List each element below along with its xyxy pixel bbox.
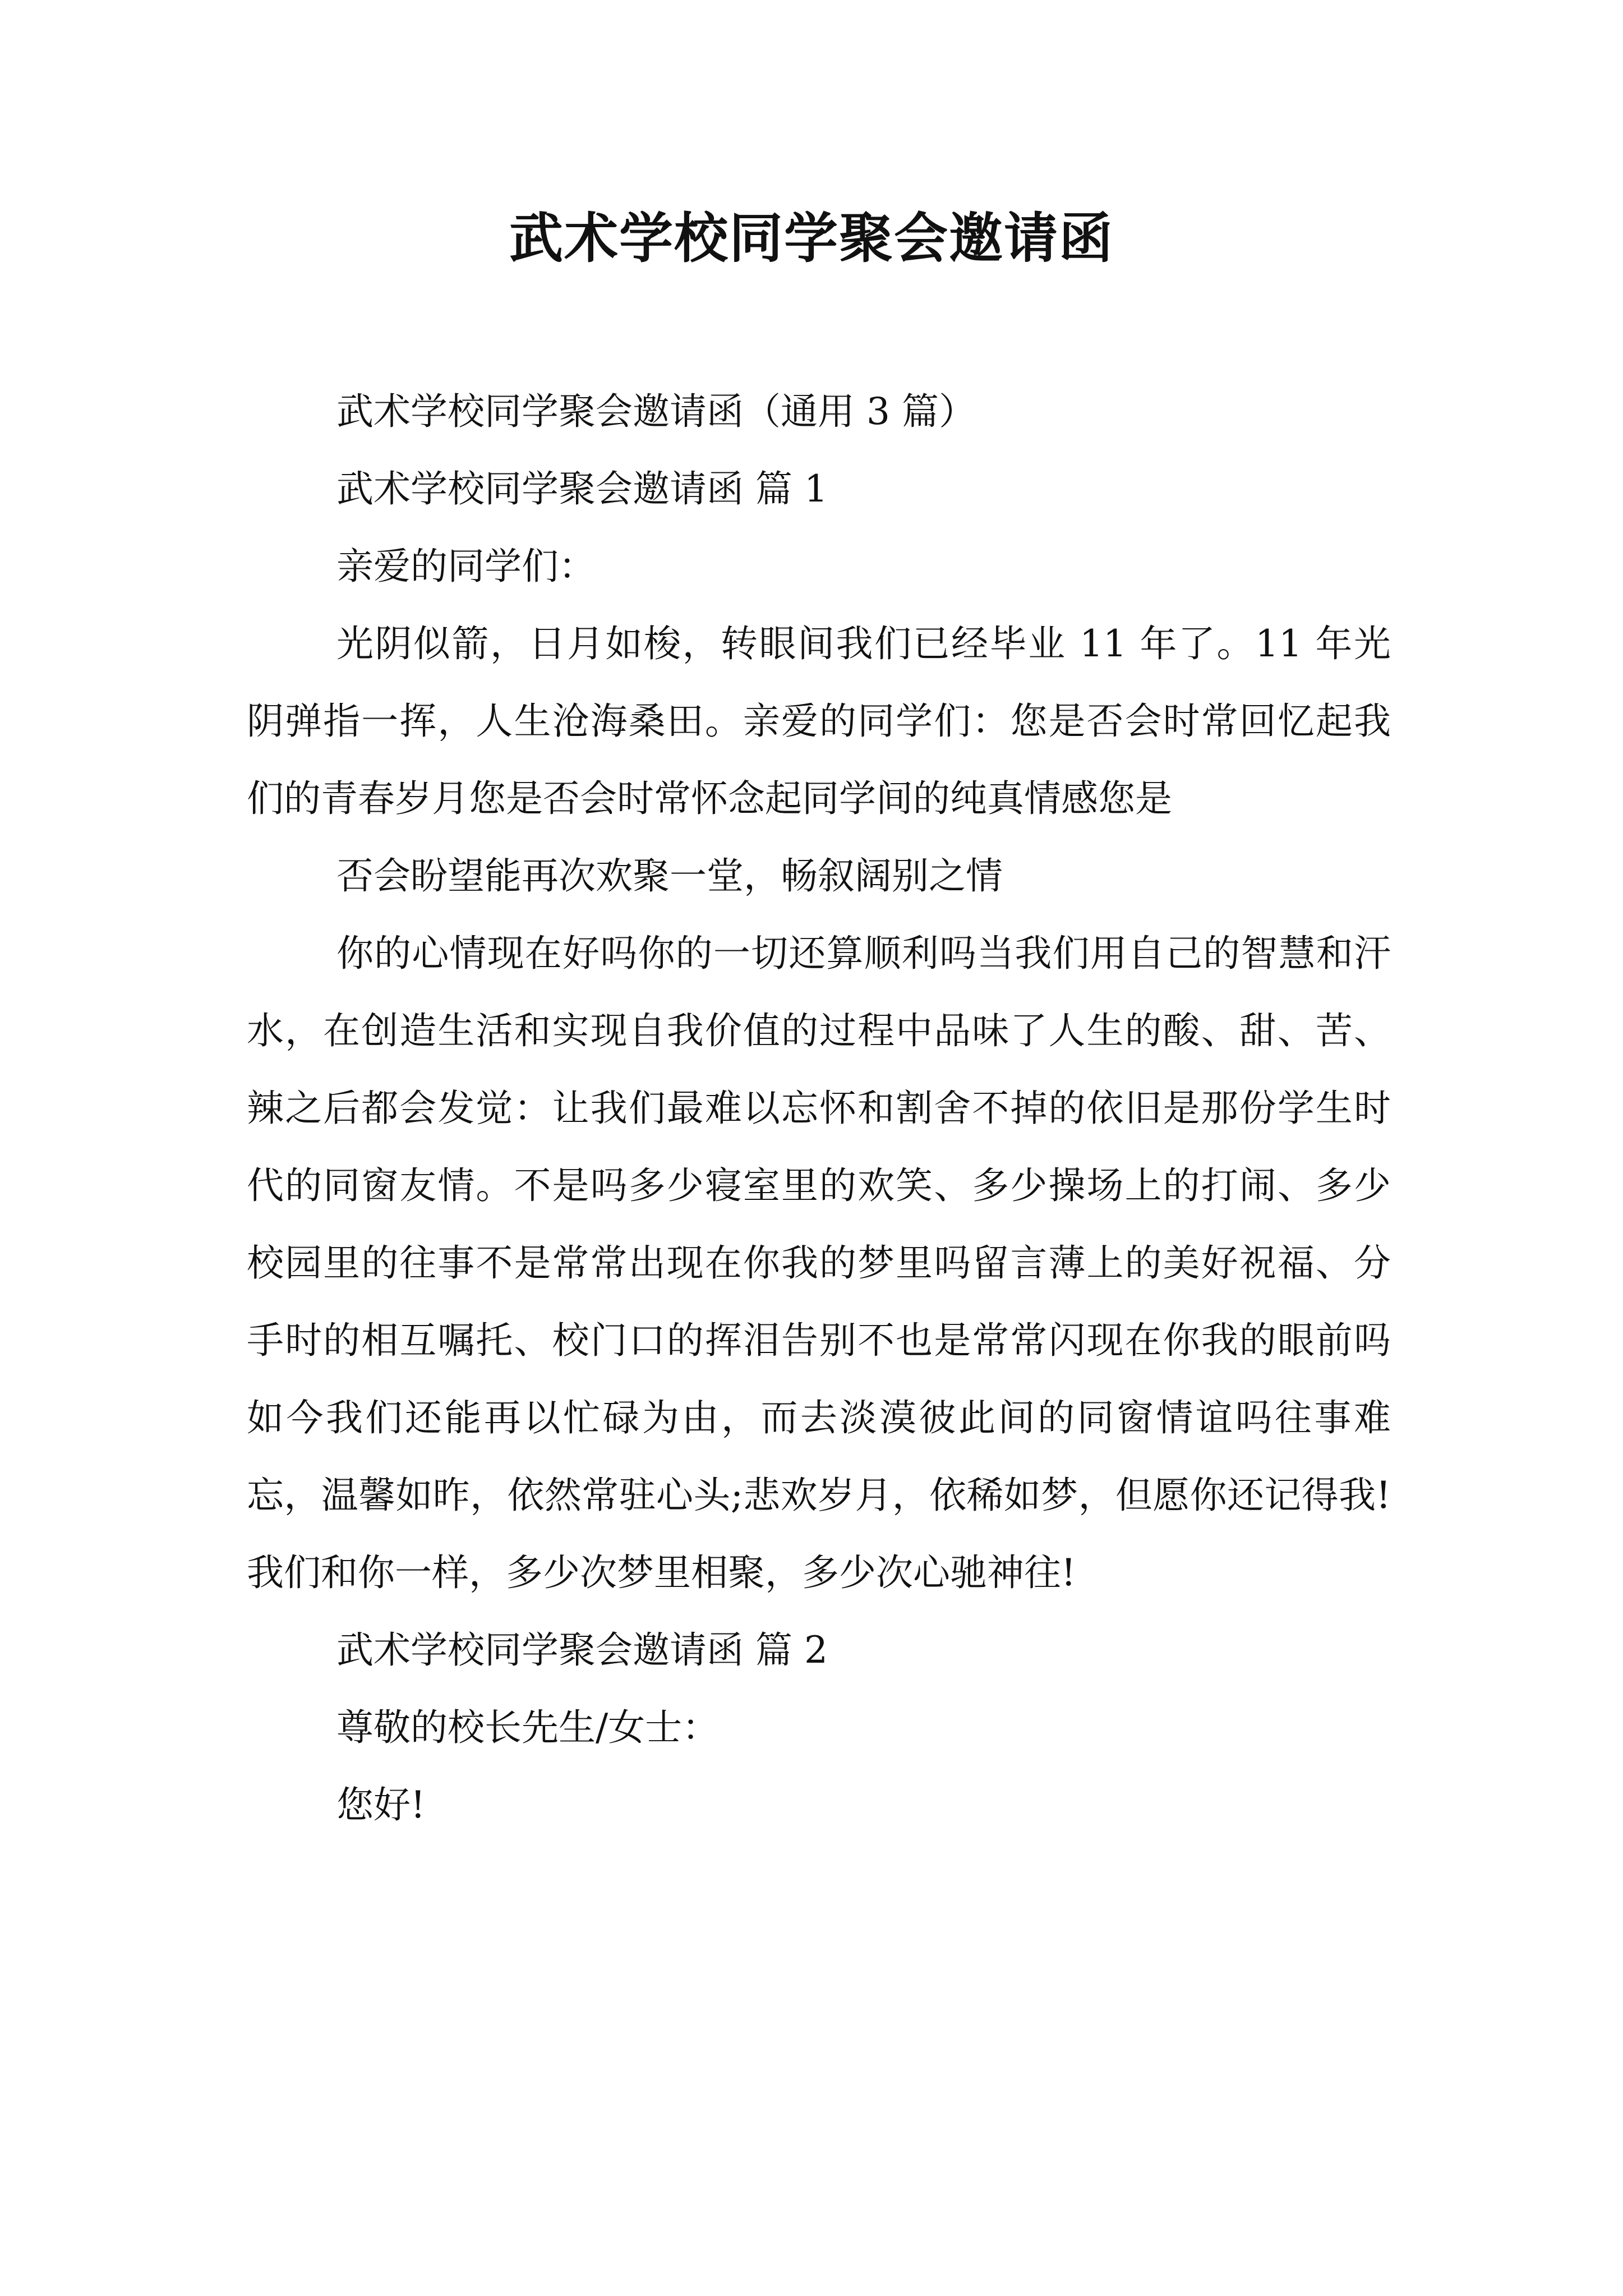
salutation-2: 尊敬的校长先生/女士：	[336, 1706, 720, 1749]
greeting: 您好!	[336, 1783, 426, 1826]
section-heading-2: 武术学校同学聚会邀请函 篇 2	[336, 1628, 828, 1672]
body-paragraph: 否会盼望能再次欢聚一堂，畅叙阔别之情	[336, 854, 1003, 898]
section-heading-1: 武术学校同学聚会邀请函 篇 1	[336, 467, 828, 510]
document-title: 武术学校同学聚会邀请函	[509, 206, 1114, 270]
salutation-1: 亲爱的同学们：	[336, 545, 596, 588]
body-paragraph: 光阴似箭，日月如梭，转眼间我们已经毕业 11 年了。11 年光阴弹指一挥，人生沧海桑田。亲爱的同学们：您是否会时常回忆起我们的青春岁月您是否会时常怀念起同学间的纯真情感您是	[247, 622, 1391, 820]
subtitle: 武术学校同学聚会邀请函（通用 3 篇）	[336, 390, 976, 433]
document-body	[247, 373, 1391, 1844]
body-paragraph: 你的心情现在好吗你的一切还算顺利吗当我们用自己的智慧和汗水，在创造生活和实现自我价值的过程中品味了人生的酸、甜、苦、辣之后都会发觉：让我们最难以忘怀和割舍不掉的依旧是那份学生时代的同窗友情。不是吗多少寝室里的欢笑、多少操场上的打闹、多少校园里的往事不是常常出现在你我的梦里吗留言薄上的美好祝福、分手时的相互嘱托、校门口的挥泪告别不也是常常闪现在你我的眼前吗如今我们还能再以忙碌为由，而去淡漠彼此间的同窗情谊吗往事难忘，温馨如昨，依然常驻心头;悲欢岁月，依稀如梦，但愿你还记得我!我们和你一样，多少次梦里相聚，多少次心驰神往!	[247, 932, 1391, 1594]
